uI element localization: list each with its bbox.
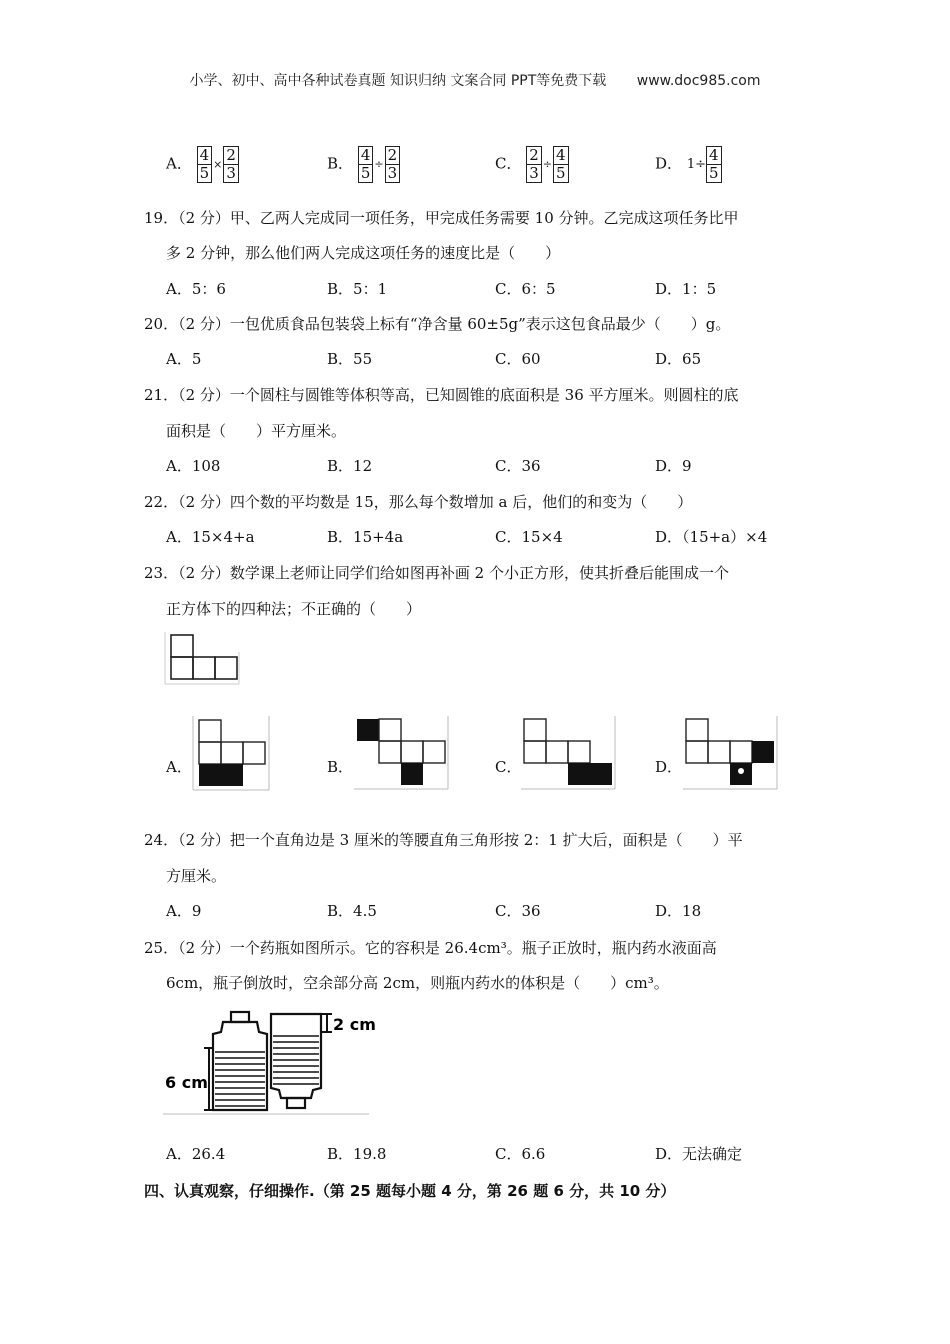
q23-option-b[interactable]: B．	[327, 758, 354, 776]
q25-line1: 25．（2 分）一个药瓶如图所示。它的容积是 26.4cm³。瓶子正放时，瓶内药水液面高	[144, 939, 717, 957]
q25-option-a[interactable]: A．26.4	[166, 1145, 226, 1163]
q20-option-b[interactable]: B．55	[327, 350, 373, 368]
q24-line1: 24．（2 分）把一个直角边是 3 厘米的等腰直角三角形按 2：1 扩大后，面积是（ ）平	[144, 831, 743, 849]
label-6cm: 6 cm	[165, 1073, 208, 1092]
q25-option-b[interactable]: B．19.8	[327, 1145, 387, 1163]
inverted-liquid-lines	[273, 1036, 319, 1084]
q20-option-c[interactable]: C．60	[495, 350, 541, 368]
section-4-title: 四、认真观察，仔细操作.（第 25 题每小题 4 分，第 26 题 6 分，共 10 分）	[144, 1182, 676, 1200]
q24-option-d[interactable]: D．18	[655, 902, 702, 920]
q24-option-a[interactable]: A．9	[166, 902, 202, 920]
page-header	[0, 70, 950, 90]
q25-bottle-figure	[163, 1008, 376, 1116]
q22-option-c[interactable]: C．15×4	[495, 528, 563, 546]
q23-option-a-figure[interactable]	[193, 716, 269, 792]
q25-option-c[interactable]: C．6.6	[495, 1145, 546, 1163]
q18-option-c[interactable]: C． $\frac{2}{3}$ ÷ $\frac{4}{5}$	[495, 146, 569, 183]
q18-option-b[interactable]: B． $\frac{4}{5}$ ÷ $\frac{2}{3}$	[327, 146, 400, 183]
q23-option-c-figure[interactable]	[521, 716, 615, 792]
fraction: $\frac{4}{5}$	[197, 146, 213, 183]
q21-option-b[interactable]: B．12	[327, 457, 373, 475]
upright-liquid-lines	[215, 1052, 265, 1106]
q21-option-c[interactable]: C．36	[495, 457, 541, 475]
fraction: $\frac{2}{3}$	[526, 146, 542, 183]
q24-option-c[interactable]: C．36	[495, 902, 541, 920]
q18-option-d[interactable]: D． 1÷ $\frac{4}{5}$	[655, 146, 722, 183]
q23-option-d[interactable]: D．	[655, 758, 683, 776]
q23-line2: 正方体下的四种法；不正确的（ ）	[166, 600, 422, 618]
q21-line1: 21．（2 分）一个圆柱与圆锥等体积等高，已知圆锥的底面积是 36 平方厘米。则圆柱的底	[144, 386, 739, 404]
fraction: $\frac{4}{5}$	[706, 146, 722, 183]
q22-line1: 22．（2 分）四个数的平均数是 15，那么每个数增加 a 后，他们的和变为（ ）	[144, 493, 693, 511]
label-2cm: 2 cm	[333, 1015, 376, 1034]
q22-option-a[interactable]: A．15×4+a	[166, 528, 255, 546]
q21-option-a[interactable]: A．108	[166, 457, 221, 475]
q20-option-d[interactable]: D．65	[655, 350, 702, 368]
q23-option-c[interactable]: C．	[495, 758, 522, 776]
q19-option-d[interactable]: D．1：5	[655, 280, 717, 298]
fraction: $\frac{2}{3}$	[385, 146, 401, 183]
upright-bottle	[213, 1012, 267, 1110]
q23-base-figure	[165, 632, 241, 686]
q19-option-b[interactable]: B．5：1	[327, 280, 388, 298]
header-url[interactable]: www.doc985.com	[636, 73, 761, 89]
q24-option-b[interactable]: B．4.5	[327, 902, 377, 920]
q23-line1: 23．（2 分）数学课上老师让同学们给如图再补画 2 个小正方形，使其折叠后能围成一个	[144, 564, 729, 582]
q18-option-a[interactable]: A． $\frac{4}{5}$ × $\frac{2}{3}$	[166, 146, 239, 183]
q21-option-d[interactable]: D．9	[655, 457, 692, 475]
q19-option-a[interactable]: A．5：6	[166, 280, 226, 298]
q24-line2: 方厘米。	[166, 867, 227, 885]
q23-option-d-figure[interactable]	[683, 716, 777, 792]
q19-line2: 多 2 分钟，那么他们两人完成这项任务的速度比是（ ）	[166, 244, 561, 262]
q22-option-d[interactable]: D．（15+a）×4	[655, 528, 768, 546]
fraction: $\frac{4}{5}$	[358, 146, 374, 183]
height-marker-2cm	[322, 1014, 332, 1032]
q25-option-d[interactable]: D．无法确定	[655, 1145, 743, 1163]
q19-line1: 19．（2 分）甲、乙两人完成同一项任务，甲完成任务需要 10 分钟。乙完成这项任务比甲	[144, 209, 739, 227]
q20-line1: 20．（2 分）一包优质食品包装袋上标有“净含量 60±5g”表示这包食品最少（ ）g。	[144, 315, 731, 333]
inverted-bottle	[271, 1014, 321, 1108]
q23-option-a[interactable]: A．	[166, 758, 192, 776]
q21-line2: 面积是（ ）平方厘米。	[166, 422, 347, 440]
q22-option-b[interactable]: B．15+4a	[327, 528, 404, 546]
q25-line2: 6cm，瓶子倒放时，空余部分高 2cm，则瓶内药水的体积是（ ）cm³。	[166, 974, 669, 992]
q19-option-c[interactable]: C．6：5	[495, 280, 556, 298]
fraction: $\frac{4}{5}$	[553, 146, 569, 183]
fraction: $\frac{2}{3}$	[223, 146, 239, 183]
q23-option-b-figure[interactable]	[354, 716, 448, 792]
q20-option-a[interactable]: A．5	[166, 350, 202, 368]
header-text: 小学、初中、高中各种试卷真题 知识归纳 文案合同 PPT等免费下载	[189, 73, 607, 89]
